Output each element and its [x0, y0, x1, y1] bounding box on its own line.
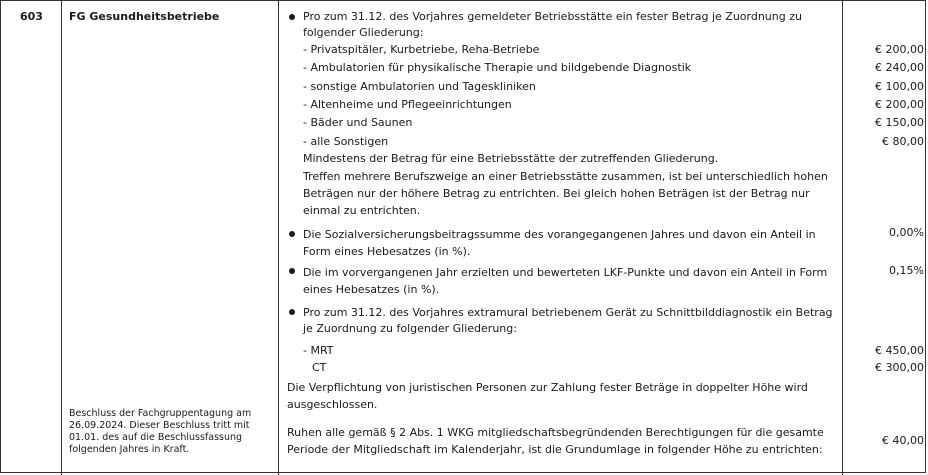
footnote-line: 01.01. des auf die Beschlussfassung — [69, 432, 243, 443]
tariff-item-amount: € 200,00 — [875, 98, 924, 111]
row-code: 603 — [20, 10, 43, 23]
section1-note: Treffen mehrere Berufszweige an einer Betriebsstätte zusammen, ist bei unterschiedlich hohen — [303, 170, 828, 183]
section1-note: Beträgen nur der höhere Betrag zu entrichten. Bei gleich hohen Beträgen ist der Betrag nur — [303, 187, 810, 200]
bullet-icon — [289, 309, 295, 315]
tariff-item-label: - alle Sonstigen — [303, 135, 389, 148]
device-item-amount: € 450,00 — [875, 344, 924, 357]
bullet-icon — [289, 231, 295, 237]
column-divider — [278, 0, 279, 475]
section2-rate: 0,00% — [889, 226, 924, 239]
legal-note: ausgeschlossen. — [287, 398, 378, 411]
section1-intro: Pro zum 31.12. des Vorjahres gemeldeter Betriebsstätte ein fester Betrag je Zuordnung zu — [303, 10, 802, 23]
footnote-line: Beschluss der Fachgruppentagung am — [69, 408, 252, 419]
tariff-item-amount: € 150,00 — [875, 116, 924, 129]
tariff-item-amount: € 200,00 — [875, 43, 924, 56]
device-item-amount: € 300,00 — [875, 361, 924, 374]
tariff-item-label: - sonstige Ambulatorien und Tageskliniken — [303, 80, 536, 93]
section1-note: Mindestens der Betrag für eine Betriebsstätte der zutreffenden Gliederung. — [303, 152, 719, 165]
resolution-footnote — [69, 408, 269, 456]
section2-text: Die Sozialversicherungsbeitragssumme des vorangegangenen Jahres und davon ein Anteil in — [303, 228, 816, 241]
tariff-item-label: - Privatspitäler, Kurbetriebe, Reha-Betriebe — [303, 43, 540, 56]
section3-text: eines Hebesatzes (in %). — [303, 283, 440, 296]
section3-text: Die im vorvergangenen Jahr erzielten und bewerteten LKF-Punkte und davon ein Anteil in Form — [303, 266, 828, 279]
tariff-item-amount: € 80,00 — [882, 135, 924, 148]
column-divider — [61, 0, 62, 475]
legal-note: Die Verpflichtung von juristischen Personen zur Zahlung fester Beträge in doppelter Höhe wird — [287, 381, 808, 394]
tariff-item-label: - Altenheime und Pflegeeinrichtungen — [303, 98, 512, 111]
tariff-item-amount: € 100,00 — [875, 80, 924, 93]
section1-note: einmal zu entrichten. — [303, 204, 421, 217]
base-fee-text: Periode der Mitgliedschaft im Kalenderjahr, ist die Grundumlage in folgender Höhe zu entrichten: — [287, 443, 823, 456]
section2-text: Form eines Hebesatzes (in %). — [303, 245, 471, 258]
tariff-item-label: - Ambulatorien für physikalische Therapie und bildgebende Diagnostik — [303, 61, 692, 74]
footnote-line: folgenden Jahres in Kraft. — [69, 444, 190, 455]
row-title: FG Gesundheitsbetriebe — [69, 10, 220, 23]
tariff-item-amount: € 240,00 — [875, 61, 924, 74]
device-item-label: CT — [312, 361, 327, 374]
column-divider — [842, 0, 843, 475]
base-fee-amount: € 40,00 — [882, 434, 924, 447]
tariff-item-label: - Bäder und Saunen — [303, 116, 413, 129]
section4-text: Pro zum 31.12. des Vorjahres extramural betriebenem Gerät zu Schnittbilddiagnostik ein Betrag — [303, 306, 833, 319]
section1-intro: folgender Gliederung: — [303, 26, 424, 39]
bullet-icon — [289, 268, 295, 274]
base-fee-text: Ruhen alle gemäß § 2 Abs. 1 WKG mitgliedschaftsbegründenden Berechtigungen für die gesamte — [287, 426, 824, 439]
section3-rate: 0,15% — [889, 264, 924, 277]
bullet-icon — [289, 14, 295, 20]
section4-text: je Zuordnung zu folgender Gliederung: — [303, 322, 517, 335]
device-item-label: - MRT — [303, 344, 334, 357]
footnote-line: 26.09.2024. Dieser Beschluss tritt mit — [69, 420, 250, 431]
